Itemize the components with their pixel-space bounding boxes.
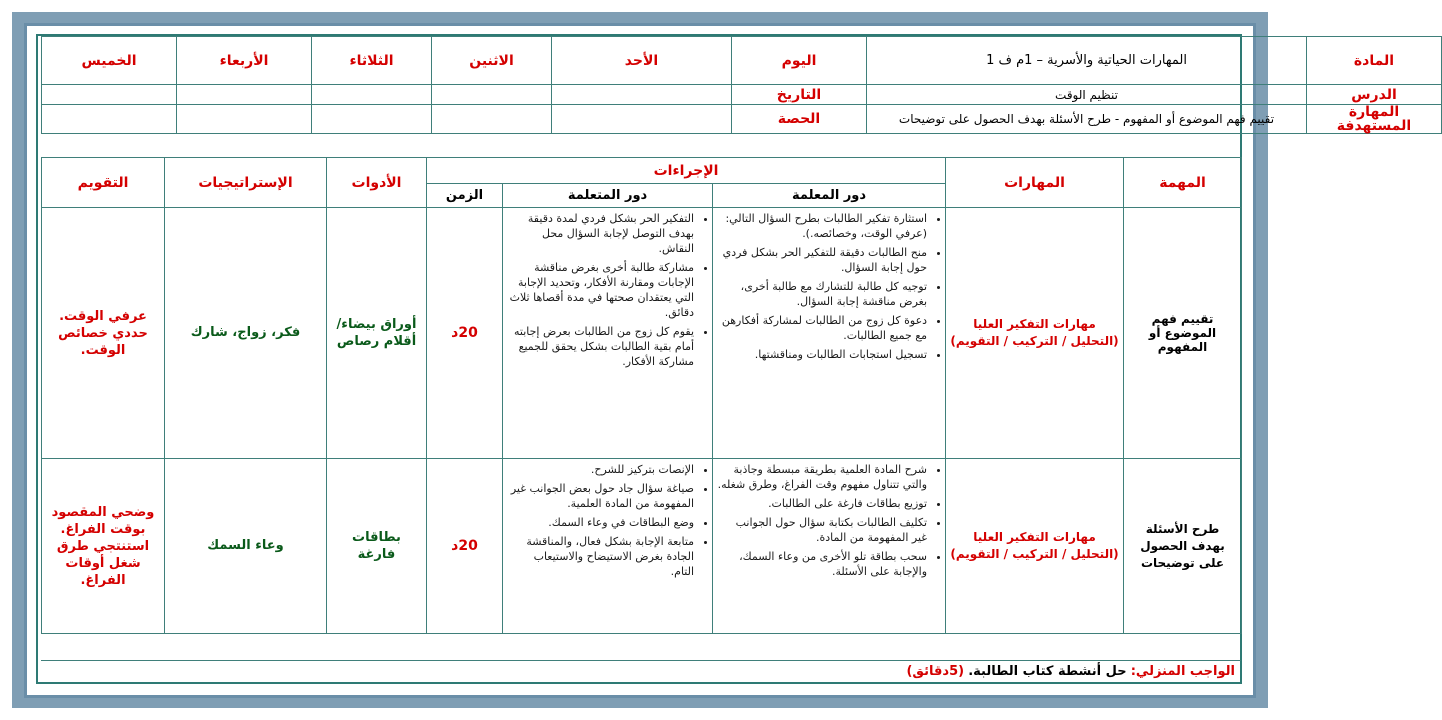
period-cell-thursday bbox=[42, 105, 177, 134]
target-skill-label: المهارة المستهدفة bbox=[1307, 105, 1442, 134]
date-cell-thursday bbox=[42, 85, 177, 105]
row2-teacher-role bbox=[713, 459, 946, 634]
period-label: الحصة bbox=[732, 105, 867, 134]
date-cell-sunday bbox=[552, 85, 732, 105]
col-skills-header: المهارات bbox=[946, 158, 1124, 208]
subject-value: المهارات الحياتية والأسرية – 1م ف 1 bbox=[867, 37, 1307, 85]
header-table bbox=[41, 36, 1442, 134]
row1-teacher-item: • توجيه كل طالبة للتشارك مع طالبة أخرى، بغرض مناقشة إجابة السؤال. bbox=[717, 279, 927, 309]
period-cell-monday bbox=[432, 105, 552, 134]
row2-teacher-item: • سحب بطاقة تلو الأخرى من وعاء السمك، والإجابة على الأسئلة. bbox=[717, 549, 927, 579]
col-teacher-role-header: دور المعلمة bbox=[713, 184, 946, 208]
row2-tools: بطاقات فارغة bbox=[327, 459, 427, 634]
row2-student-role bbox=[503, 459, 713, 634]
row2-student-item: • صياغة سؤال جاد حول بعض الجوانب غير المفهومة من المادة العلمية. bbox=[507, 481, 694, 511]
col-strategies-header: الإستراتيجيات bbox=[165, 158, 327, 208]
row2-student-item: • وضع البطاقات في وعاء السمك. bbox=[507, 515, 694, 530]
col-procedures-header: الإجراءات bbox=[427, 158, 946, 184]
day-sunday: الأحد bbox=[552, 37, 732, 85]
target-skill-value: تقييم فهم الموضوع أو المفهوم - طرح الأسئلة بهدف الحصول على توضيحات bbox=[867, 105, 1307, 134]
col-task-header: المهمة bbox=[1124, 158, 1242, 208]
date-cell-monday bbox=[432, 85, 552, 105]
row1-teacher-item: • منح الطالبات دقيقة للتفكير الحر بشكل فردي حول إجابة السؤال. bbox=[717, 245, 927, 275]
row1-task: تقييم فهم الموضوع أو المفهوم bbox=[1124, 208, 1242, 459]
row1-student-item: • مشاركة طالبة أخرى بغرض مناقشة الإجابات ومقارنة الأفكار، وتحديد الإجابة التي يعتقدان صحتها في مدة أقصاها ثلاث دقائق. bbox=[507, 260, 694, 320]
subject-label: المادة bbox=[1307, 37, 1442, 85]
lesson-label: الدرس bbox=[1307, 85, 1442, 105]
row1-tools: أوراق بيضاء/ أقلام رصاص bbox=[327, 208, 427, 459]
col-time-header: الزمن bbox=[427, 184, 503, 208]
col-tools-header: الأدوات bbox=[327, 158, 427, 208]
row2-strategies: وعاء السمك bbox=[165, 459, 327, 634]
row2-skills: مهارات التفكير العليا (التحليل / التركيب / التقويم) bbox=[946, 459, 1124, 634]
period-cell-wednesday bbox=[177, 105, 312, 134]
procedures-table bbox=[41, 157, 1242, 634]
row1-student-item: • يقوم كل زوج من الطالبات بعرض إجابته أمام بقية الطالبات بشكل يحقق للجميع مشاركة الأفكار. bbox=[507, 324, 694, 369]
row2-time: 20د bbox=[427, 459, 503, 634]
lesson-value: تنظيم الوقت bbox=[867, 85, 1307, 105]
date-cell-tuesday bbox=[312, 85, 432, 105]
day-tuesday: الثلاثاء bbox=[312, 37, 432, 85]
col-evaluation-header: التقويم bbox=[42, 158, 165, 208]
period-cell-sunday bbox=[552, 105, 732, 134]
row1-teacher-item: • استثارة تفكير الطالبات بطرح السؤال التالي: (عرفي الوقت، وخصائصه.). bbox=[717, 211, 927, 241]
row1-time: 20د bbox=[427, 208, 503, 459]
row1-teacher-role bbox=[713, 208, 946, 459]
row2-teacher-item: • تكليف الطالبات بكتابة سؤال حول الجوانب غير المفهومة من المادة. bbox=[717, 515, 927, 545]
homework-line bbox=[41, 660, 1241, 684]
row2-teacher-item: • شرح المادة العلمية بطريقة مبسطة وجاذبة والتي تتناول مفهوم وقت الفراغ، وطرق شغله. bbox=[717, 462, 927, 492]
row2-evaluation: وضحي المقصود بوقت الفراغ. استنتجي طرق شغل أوقات الفراغ. bbox=[42, 459, 165, 634]
homework-label: الواجب المنزلي: bbox=[1130, 664, 1235, 679]
col-student-role-header: دور المتعلمة bbox=[503, 184, 713, 208]
date-cell-wednesday bbox=[177, 85, 312, 105]
day-label: اليوم bbox=[732, 37, 867, 85]
row1-student-role bbox=[503, 208, 713, 459]
row2-teacher-item: • توزيع بطاقات فارغة على الطالبات. bbox=[717, 496, 927, 511]
row2-task: طرح الأسئلة بهدف الحصول على توضيحات bbox=[1124, 459, 1242, 634]
day-thursday: الخميس bbox=[42, 37, 177, 85]
day-monday: الاثنين bbox=[432, 37, 552, 85]
date-label: التاريخ bbox=[732, 85, 867, 105]
row2-student-item: • الإنصات بتركيز للشرح. bbox=[507, 462, 694, 477]
day-wednesday: الأربعاء bbox=[177, 37, 312, 85]
row1-teacher-item: • تسجيل استجابات الطالبات ومناقشتها. bbox=[717, 347, 927, 362]
homework-duration: (5دقائق) bbox=[906, 664, 965, 679]
row1-evaluation: عرفي الوقت. حددي خصائص الوقت. bbox=[42, 208, 165, 459]
row1-teacher-item: • دعوة كل زوج من الطالبات لمشاركة أفكارهن مع جميع الطالبات. bbox=[717, 313, 927, 343]
row1-strategies: فكر، زواج، شارك bbox=[165, 208, 327, 459]
row1-student-item: • التفكير الحر بشكل فردي لمدة دقيقة بهدف التوصل لإجابة السؤال محل النقاش. bbox=[507, 211, 694, 256]
row2-student-item: • متابعة الإجابة بشكل فعال، والمناقشة الجادة بغرض الاستيضاح والاستيعاب التام. bbox=[507, 534, 694, 579]
period-cell-tuesday bbox=[312, 105, 432, 134]
row1-skills: مهارات التفكير العليا (التحليل / التركيب / التقويم) bbox=[946, 208, 1124, 459]
homework-text: حل أنشطة كتاب الطالبة. bbox=[968, 664, 1127, 679]
